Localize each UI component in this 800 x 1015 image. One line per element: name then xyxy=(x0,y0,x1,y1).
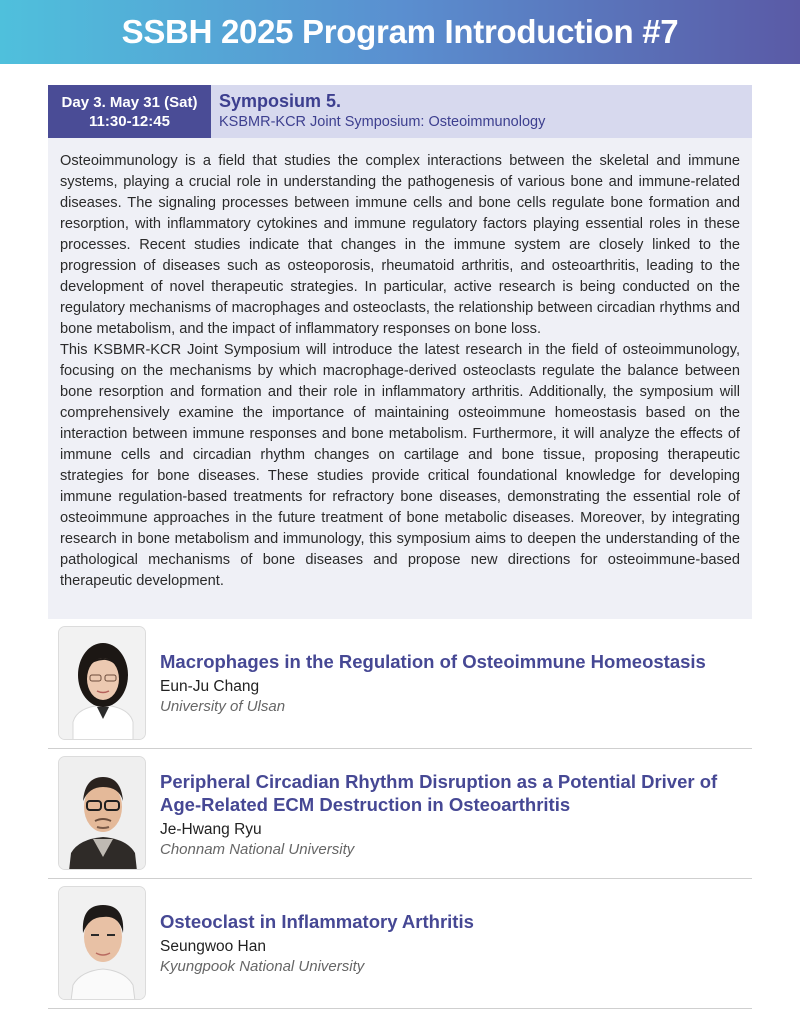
session-subtitle: KSBMR-KCR Joint Symposium: Osteoimmunology xyxy=(219,114,546,130)
session-datetime xyxy=(48,85,211,138)
talk-title-line-2: Age-Related ECM Destruction in Osteoarthritis xyxy=(160,794,571,815)
speaker-text-2 xyxy=(160,770,717,859)
description-paragraph-2: This KSBMR-KCR Joint Symposium will introduce the latest research in the field of osteoimmunology, focusing on the mechanisms by which macrophage-derived osteoclasts regulate the balance between bone resorption and formation and their role in inflammatory arthritis. Additionally, the symposium will comprehensively examine the importance of maintaining osteoimmune homeostasis based on the interaction between immune responses and bone metabolism. Furthermore, it will analyze the effects of immune cells and circadian rhythm changes on cartilage and bone tissue, proposing therapeutic strategies for bone diseases. These studies provide critical foundational knowledge for developing immune regulation-based treatments for refractory bone diseases, demonstrating the essential role of osteoimmune approaches in the future treatment of bone metabolic diseases. Moreover, by integrating research in bone metabolism and immunology, this symposium aims to deepen the understanding of the pathological mechanisms of bone diseases and propose new directions for osteoimmune-based therapeutic development. xyxy=(60,342,740,589)
page-title: SSBH 2025 Program Introduction #7 xyxy=(121,13,679,50)
talk-title: Macrophages in the Regulation of Osteoimmune Homeostasis xyxy=(160,651,706,672)
session-description xyxy=(48,138,752,619)
header-banner xyxy=(0,0,800,64)
speaker-text-3 xyxy=(160,910,474,976)
session-info xyxy=(211,85,545,138)
speaker-photo-2 xyxy=(58,756,146,870)
session-header xyxy=(48,85,752,138)
speaker-name: Seungwoo Han xyxy=(160,938,266,955)
session-name: Symposium 5. xyxy=(219,91,342,111)
speaker-card-1 xyxy=(48,619,752,749)
speaker-photo-3 xyxy=(58,886,146,1000)
speaker-name: Je-Hwang Ryu xyxy=(160,821,262,838)
description-paragraph-1: Osteoimmunology is a field that studies the complex interactions between the skeletal and immune systems, playing a crucial role in understanding the pathogenesis of various bone and immune-related diseases. The signaling processes between immune cells and bone cells regulate bone formation and resorption, with inflammatory cytokines and immune regulatory factors playing essential roles in these processes. Recent studies indicate that changes in the immune system are closely linked to the progression of diseases such as osteoporosis, rheumatoid arthritis, and osteoarthritis, leading to the development of novel therapeutic strategies. In particular, active research is being conducted on the regulatory mechanisms of macrophages and osteoclasts, the relationship between circadian rhythms and bone metabolism, and the impact of inflammatory responses on bone loss. xyxy=(60,153,740,337)
speaker-affiliation: Chonnam National University xyxy=(160,841,355,858)
speaker-affiliation: Kyungpook National University xyxy=(160,958,365,975)
speaker-photo-1 xyxy=(58,626,146,740)
session-day: Day 3. May 31 (Sat) xyxy=(61,93,198,111)
talk-title: Osteoclast in Inflammatory Arthritis xyxy=(160,911,474,932)
talk-title-line-1: Peripheral Circadian Rhythm Disruption as a Potential Driver of xyxy=(160,771,718,792)
speaker-card-3 xyxy=(48,879,752,1009)
speaker-text-1 xyxy=(160,650,706,716)
speaker-card-2 xyxy=(48,749,752,879)
speaker-affiliation: University of Ulsan xyxy=(160,698,286,715)
session-time: 11:30-12:45 xyxy=(89,112,170,130)
speaker-name: Eun-Ju Chang xyxy=(160,678,260,695)
